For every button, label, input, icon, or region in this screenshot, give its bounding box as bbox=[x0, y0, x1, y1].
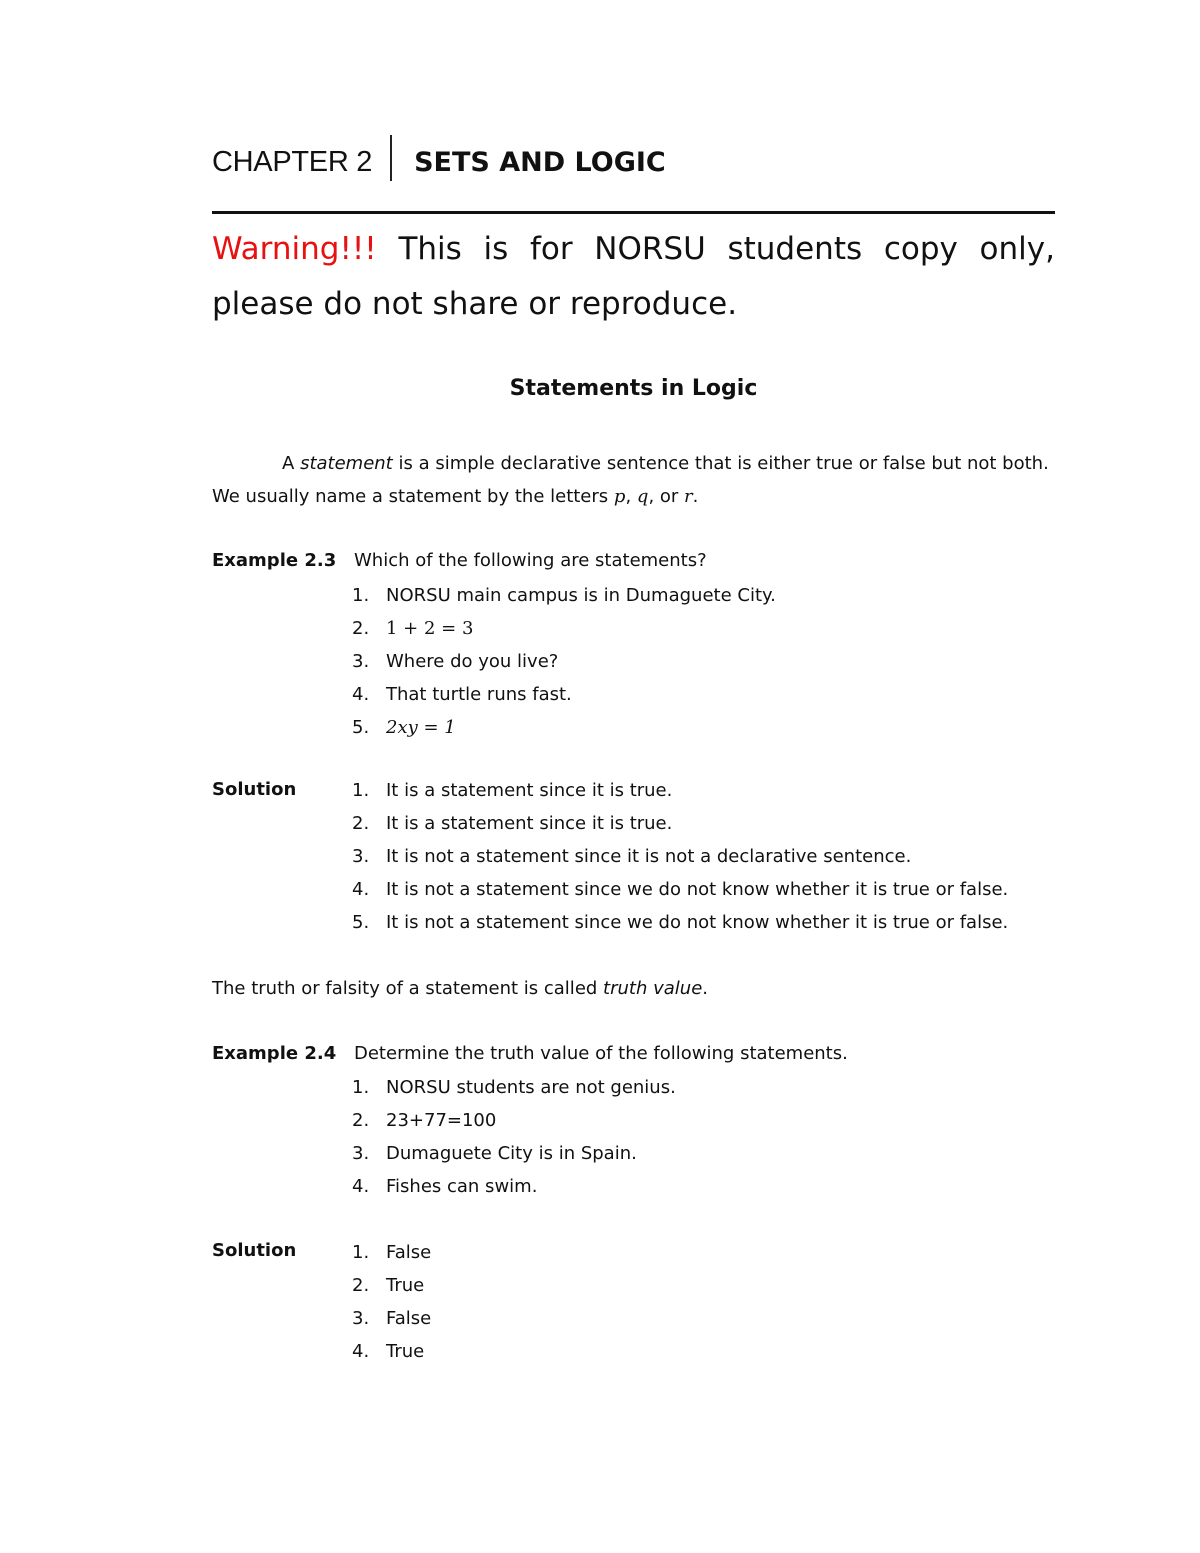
comma: , bbox=[625, 486, 632, 507]
list-item bbox=[352, 1170, 676, 1203]
list-item bbox=[352, 774, 1008, 807]
definition-term: statement bbox=[300, 453, 393, 474]
chapter-title: SETS AND LOGIC bbox=[414, 146, 666, 178]
list-item bbox=[352, 1104, 676, 1137]
item-text: True bbox=[386, 1275, 425, 1296]
chapter-label: CHAPTER 2 bbox=[212, 145, 373, 178]
list-item bbox=[352, 678, 776, 711]
item-number: 2. bbox=[352, 813, 370, 834]
example-2-4-label: Example 2.4 bbox=[212, 1043, 337, 1064]
item-text: True bbox=[386, 1341, 425, 1362]
list-item bbox=[352, 1335, 431, 1368]
definition-paragraph bbox=[212, 447, 1072, 513]
item-text: False bbox=[386, 1308, 432, 1329]
item-text: It is a statement since it is true. bbox=[386, 780, 673, 801]
item-text: That turtle runs fast. bbox=[386, 684, 572, 705]
section-title: Statements in Logic bbox=[509, 376, 758, 401]
list-item bbox=[352, 873, 1008, 906]
truth-value-paragraph bbox=[212, 972, 1072, 1005]
item-number: 2. bbox=[352, 1275, 370, 1296]
item-number: 1. bbox=[352, 1242, 370, 1263]
item-number: 3. bbox=[352, 651, 370, 672]
item-text: NORSU students are not genius. bbox=[386, 1077, 676, 1098]
item-text: 23+77=100 bbox=[386, 1110, 497, 1131]
header-rule bbox=[212, 211, 1055, 214]
period: . bbox=[702, 978, 709, 999]
period: . bbox=[692, 486, 699, 507]
item-text: 1 + 2 = 3 bbox=[386, 618, 474, 639]
warning-text: This is for NORSU students copy only, please do not share or reproduce. bbox=[212, 231, 1055, 322]
letter-q: q bbox=[636, 486, 649, 507]
item-number: 1. bbox=[352, 1077, 370, 1098]
item-text: Fishes can swim. bbox=[386, 1176, 538, 1197]
item-text: Dumaguete City is in Spain. bbox=[386, 1143, 637, 1164]
list-item bbox=[352, 1269, 431, 1302]
list-item bbox=[352, 1071, 676, 1104]
list-item bbox=[352, 612, 776, 645]
definition-article: A bbox=[282, 453, 295, 474]
list-item bbox=[352, 906, 1008, 939]
example-2-3-label: Example 2.3 bbox=[212, 550, 337, 571]
item-number: 3. bbox=[352, 846, 370, 867]
example-2-4-list bbox=[352, 1071, 676, 1203]
warning-notice bbox=[212, 222, 1055, 332]
list-item bbox=[352, 1236, 431, 1269]
item-text: It is not a statement since it is not a declarative sentence. bbox=[386, 846, 912, 867]
item-text: False bbox=[386, 1242, 432, 1263]
item-text: 2xy = 1 bbox=[386, 717, 456, 738]
list-item bbox=[352, 645, 776, 678]
chapter-header bbox=[212, 132, 666, 192]
item-number: 1. bbox=[352, 585, 370, 606]
definition-text: is a simple declarative sentence that is either true or false but not both. bbox=[398, 453, 1049, 474]
item-text: It is not a statement since we do not know whether it is true or false. bbox=[386, 879, 1009, 900]
or-text: , or bbox=[648, 486, 679, 507]
item-number: 4. bbox=[352, 1341, 370, 1362]
list-item bbox=[352, 1302, 431, 1335]
truth-value-term: truth value bbox=[603, 978, 703, 999]
solution-2-3-list bbox=[352, 774, 1008, 939]
item-number: 2. bbox=[352, 618, 370, 639]
solution-2-4-label: Solution bbox=[212, 1240, 297, 1261]
item-number: 5. bbox=[352, 912, 370, 933]
item-text: It is a statement since it is true. bbox=[386, 813, 673, 834]
item-number: 2. bbox=[352, 1110, 370, 1131]
solution-2-4-list bbox=[352, 1236, 431, 1368]
item-number: 4. bbox=[352, 879, 370, 900]
item-number: 3. bbox=[352, 1143, 370, 1164]
item-text: Where do you live? bbox=[386, 651, 559, 672]
item-text: It is not a statement since we do not know whether it is true or false. bbox=[386, 912, 1009, 933]
list-item bbox=[352, 711, 776, 744]
letter-p: p bbox=[613, 486, 626, 507]
letter-r: r bbox=[684, 486, 693, 507]
example-2-4-prompt: Determine the truth value of the following statements. bbox=[354, 1043, 848, 1064]
item-text: NORSU main campus is in Dumaguete City. bbox=[386, 585, 776, 606]
item-number: 4. bbox=[352, 684, 370, 705]
list-item bbox=[352, 579, 776, 612]
list-item bbox=[352, 1137, 676, 1170]
example-2-3-prompt: Which of the following are statements? bbox=[354, 550, 707, 571]
list-item bbox=[352, 840, 1008, 873]
item-number: 3. bbox=[352, 1308, 370, 1329]
truth-value-text: The truth or falsity of a statement is called bbox=[212, 978, 598, 999]
item-number: 4. bbox=[352, 1176, 370, 1197]
list-item bbox=[352, 807, 1008, 840]
definition-line2: We usually name a statement by the letters bbox=[212, 486, 609, 507]
example-2-3-list bbox=[352, 579, 776, 744]
chapter-separator bbox=[390, 135, 392, 181]
solution-2-3-label: Solution bbox=[212, 779, 297, 800]
warning-label: Warning!!! bbox=[212, 231, 377, 267]
item-number: 5. bbox=[352, 717, 370, 738]
item-number: 1. bbox=[352, 780, 370, 801]
